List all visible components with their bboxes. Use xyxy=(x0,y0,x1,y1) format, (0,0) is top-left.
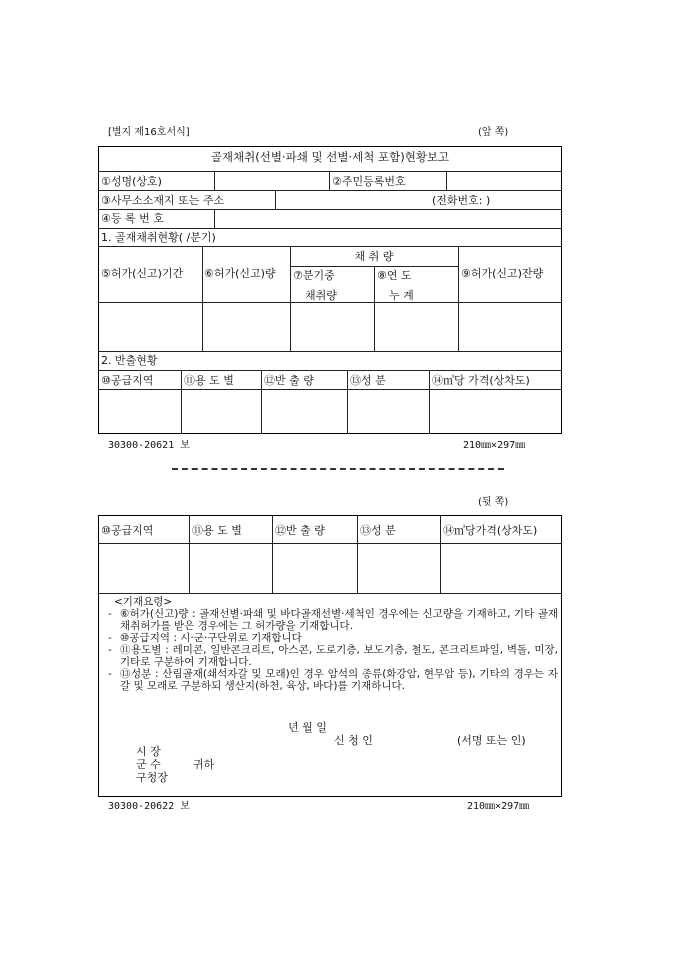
guideline-item: - ⑩공급지역 : 시·군·구단위로 기재합니다 xyxy=(108,632,558,644)
recipient-county-head: 군 수 xyxy=(136,758,161,771)
cell-divider xyxy=(214,209,215,228)
cell-divider xyxy=(347,370,348,434)
cell-divider xyxy=(446,171,447,190)
guideline-item: - ⑪용도별 : 레미콘, 일반콘크리트, 아스콘, 도로기층, 보도기층, 철도, 콘크리트파일, 벽돌, 미장, 기타로 구분하여 기재합니다. xyxy=(108,644,558,668)
registration-label: ④등 록 번 호 xyxy=(101,212,164,225)
page-side-back: (뒷 쪽) xyxy=(478,497,509,508)
cell-divider xyxy=(357,515,358,593)
cell-divider xyxy=(440,515,441,593)
usage-header-back: ⑪용 도 별 xyxy=(192,524,242,537)
signature-label: (서명 또는 인) xyxy=(457,734,526,747)
guideline-text: ⑥허가(신고)량 : 골재선별·파쇄 및 바다골재선별·세척인 경우에는 신고량을 기재하고, 기타 골재채취허가를 받은 경우에는 그 허가량을 기재합니다. xyxy=(120,608,558,632)
unit-price-header-back: ⑭㎥당가격(상차도) xyxy=(443,524,538,537)
rrn-field[interactable] xyxy=(448,172,560,189)
export-amount-header-back: ⑫반 출 량 xyxy=(275,524,325,537)
paper-size-back: 210㎜×297㎜ xyxy=(467,801,530,812)
report-title: 골재채취(선별·파쇄 및 선별·세척 포함)현황보고 xyxy=(210,150,450,164)
cell-divider xyxy=(202,246,203,351)
address-label: ③사무소소재지 또는 주소 xyxy=(101,194,225,207)
guidelines-title: <기재요령> xyxy=(114,596,173,608)
supply-area-cell-back[interactable] xyxy=(100,544,188,592)
paper-size-front: 210㎜×297㎜ xyxy=(463,440,526,451)
remaining-permit-header: ⑨허가(신고)잔량 xyxy=(461,267,544,280)
rule xyxy=(98,228,562,229)
guideline-text: ⑪용도별 : 레미콘, 일반콘크리트, 아스콘, 도로기층, 보도기층, 철도, 콘크리트파일, 벽돌, 미장, 기타로 구분하여 기재합니다. xyxy=(120,644,558,668)
guideline-item: - ⑥허가(신고)량 : 골재선별·파쇄 및 바다골재선별·세척인 경우에는 신고량을 기재하고, 기타 골재채취허가를 받은 경우에는 그 허가량을 기재합니다. xyxy=(108,608,558,632)
guideline-text: ⑬성분 : 산림골재(쇄석자갈 및 모래)인 경우 암석의 종류(화강암, 현무암 등), 기타의 경우는 자갈 및 모래로 구분하되 생산지(하천, 육상, 바다)를 기재하니다. xyxy=(120,668,558,692)
export-amount-cell-back[interactable] xyxy=(274,544,356,592)
form-number: [별지 제16호서식] xyxy=(108,127,190,138)
annual-total-header-2: 누 계 xyxy=(389,289,414,302)
remaining-permit-cell[interactable] xyxy=(460,303,560,350)
cell-divider xyxy=(181,370,182,434)
annual-total-cell[interactable] xyxy=(376,303,457,350)
component-cell[interactable] xyxy=(349,390,428,432)
frame-top xyxy=(98,146,562,147)
date-line: 년 월 일 xyxy=(288,721,327,734)
rule xyxy=(98,593,562,594)
unit-price-header: ⑭㎥당 가격(상차도) xyxy=(432,374,530,387)
component-header: ⑬성 분 xyxy=(350,374,386,387)
page-separator xyxy=(172,468,504,470)
usage-cell-back[interactable] xyxy=(191,544,271,592)
address-field[interactable] xyxy=(277,191,427,208)
cell-divider xyxy=(189,515,190,593)
cell-divider xyxy=(329,171,330,190)
supply-area-cell[interactable] xyxy=(100,390,180,432)
usage-header: ⑪용 도 별 xyxy=(184,374,234,387)
rule xyxy=(98,246,562,247)
export-amount-cell[interactable] xyxy=(263,390,346,432)
component-header-back: ⑬성 분 xyxy=(360,524,396,537)
annual-total-header-1: ⑧연 도 xyxy=(377,269,412,282)
form-code-front: 30300-20621 보 xyxy=(108,440,190,451)
cell-divider xyxy=(429,370,430,434)
recipient-mayor: 시 장 xyxy=(136,745,161,758)
guideline-text: ⑩공급지역 : 시·군·구단위로 기재합니다 xyxy=(120,632,302,644)
rule xyxy=(98,370,562,371)
applicant-label: 신 청 인 xyxy=(334,734,373,747)
section-export-status: 2. 반출현황 xyxy=(101,354,158,367)
unit-price-cell[interactable] xyxy=(431,390,560,432)
name-field[interactable] xyxy=(216,172,328,189)
extraction-amount-header: 채 취 량 xyxy=(354,250,394,263)
frame-left xyxy=(98,515,99,797)
cell-divider xyxy=(214,171,215,190)
section-extraction-status: 1. 골재채취현황( /분기) xyxy=(101,231,216,244)
recipient-suffix: 귀하 xyxy=(193,758,215,771)
cell-divider xyxy=(374,266,375,351)
recipient-district-head: 구청장 xyxy=(136,771,168,784)
permit-period-header: ⑤허가(신고)기간 xyxy=(101,267,184,280)
cell-divider xyxy=(261,370,262,434)
rule xyxy=(98,351,562,352)
quarter-extraction-cell[interactable] xyxy=(292,303,373,350)
usage-cell[interactable] xyxy=(183,390,260,432)
permit-amount-header: ⑥허가(신고)량 xyxy=(204,267,276,280)
cell-divider xyxy=(275,190,276,209)
export-amount-header: ⑫반 출 량 xyxy=(264,374,314,387)
cell-divider xyxy=(272,515,273,593)
unit-price-cell-back[interactable] xyxy=(442,544,560,592)
rrn-label: ②주민등록번호 xyxy=(332,175,406,188)
cell-divider xyxy=(458,246,459,351)
frame-bottom xyxy=(98,433,562,434)
permit-period-cell[interactable] xyxy=(100,303,201,350)
supply-area-header-back: ⑩공급지역 xyxy=(101,524,154,537)
form-code-back: 30300-20622 보 xyxy=(108,801,190,812)
frame-right xyxy=(561,515,562,797)
supply-area-header: ⑩공급지역 xyxy=(101,374,154,387)
name-label: ①성명(상호) xyxy=(101,175,162,188)
frame-top xyxy=(98,515,562,516)
quarter-extraction-header-2: 채취량 xyxy=(305,289,337,302)
frame-bottom xyxy=(98,796,562,797)
page-side-front: (앞 쪽) xyxy=(478,127,509,138)
component-cell-back[interactable] xyxy=(359,544,439,592)
permit-amount-cell[interactable] xyxy=(204,303,289,350)
registration-field[interactable] xyxy=(216,210,560,227)
phone-label: (전화번호: ) xyxy=(432,194,491,207)
quarter-extraction-header-1: ⑦분기중 xyxy=(293,269,335,282)
guideline-item: - ⑬성분 : 산림골재(쇄석자갈 및 모래)인 경우 암석의 종류(화강암, 현무암 등), 기타의 경우는 자갈 및 모래로 구분하되 생산지(하천, 육상, 바다)를 기재하니다. xyxy=(108,668,558,692)
rule xyxy=(290,266,458,267)
writing-guidelines xyxy=(108,596,558,692)
